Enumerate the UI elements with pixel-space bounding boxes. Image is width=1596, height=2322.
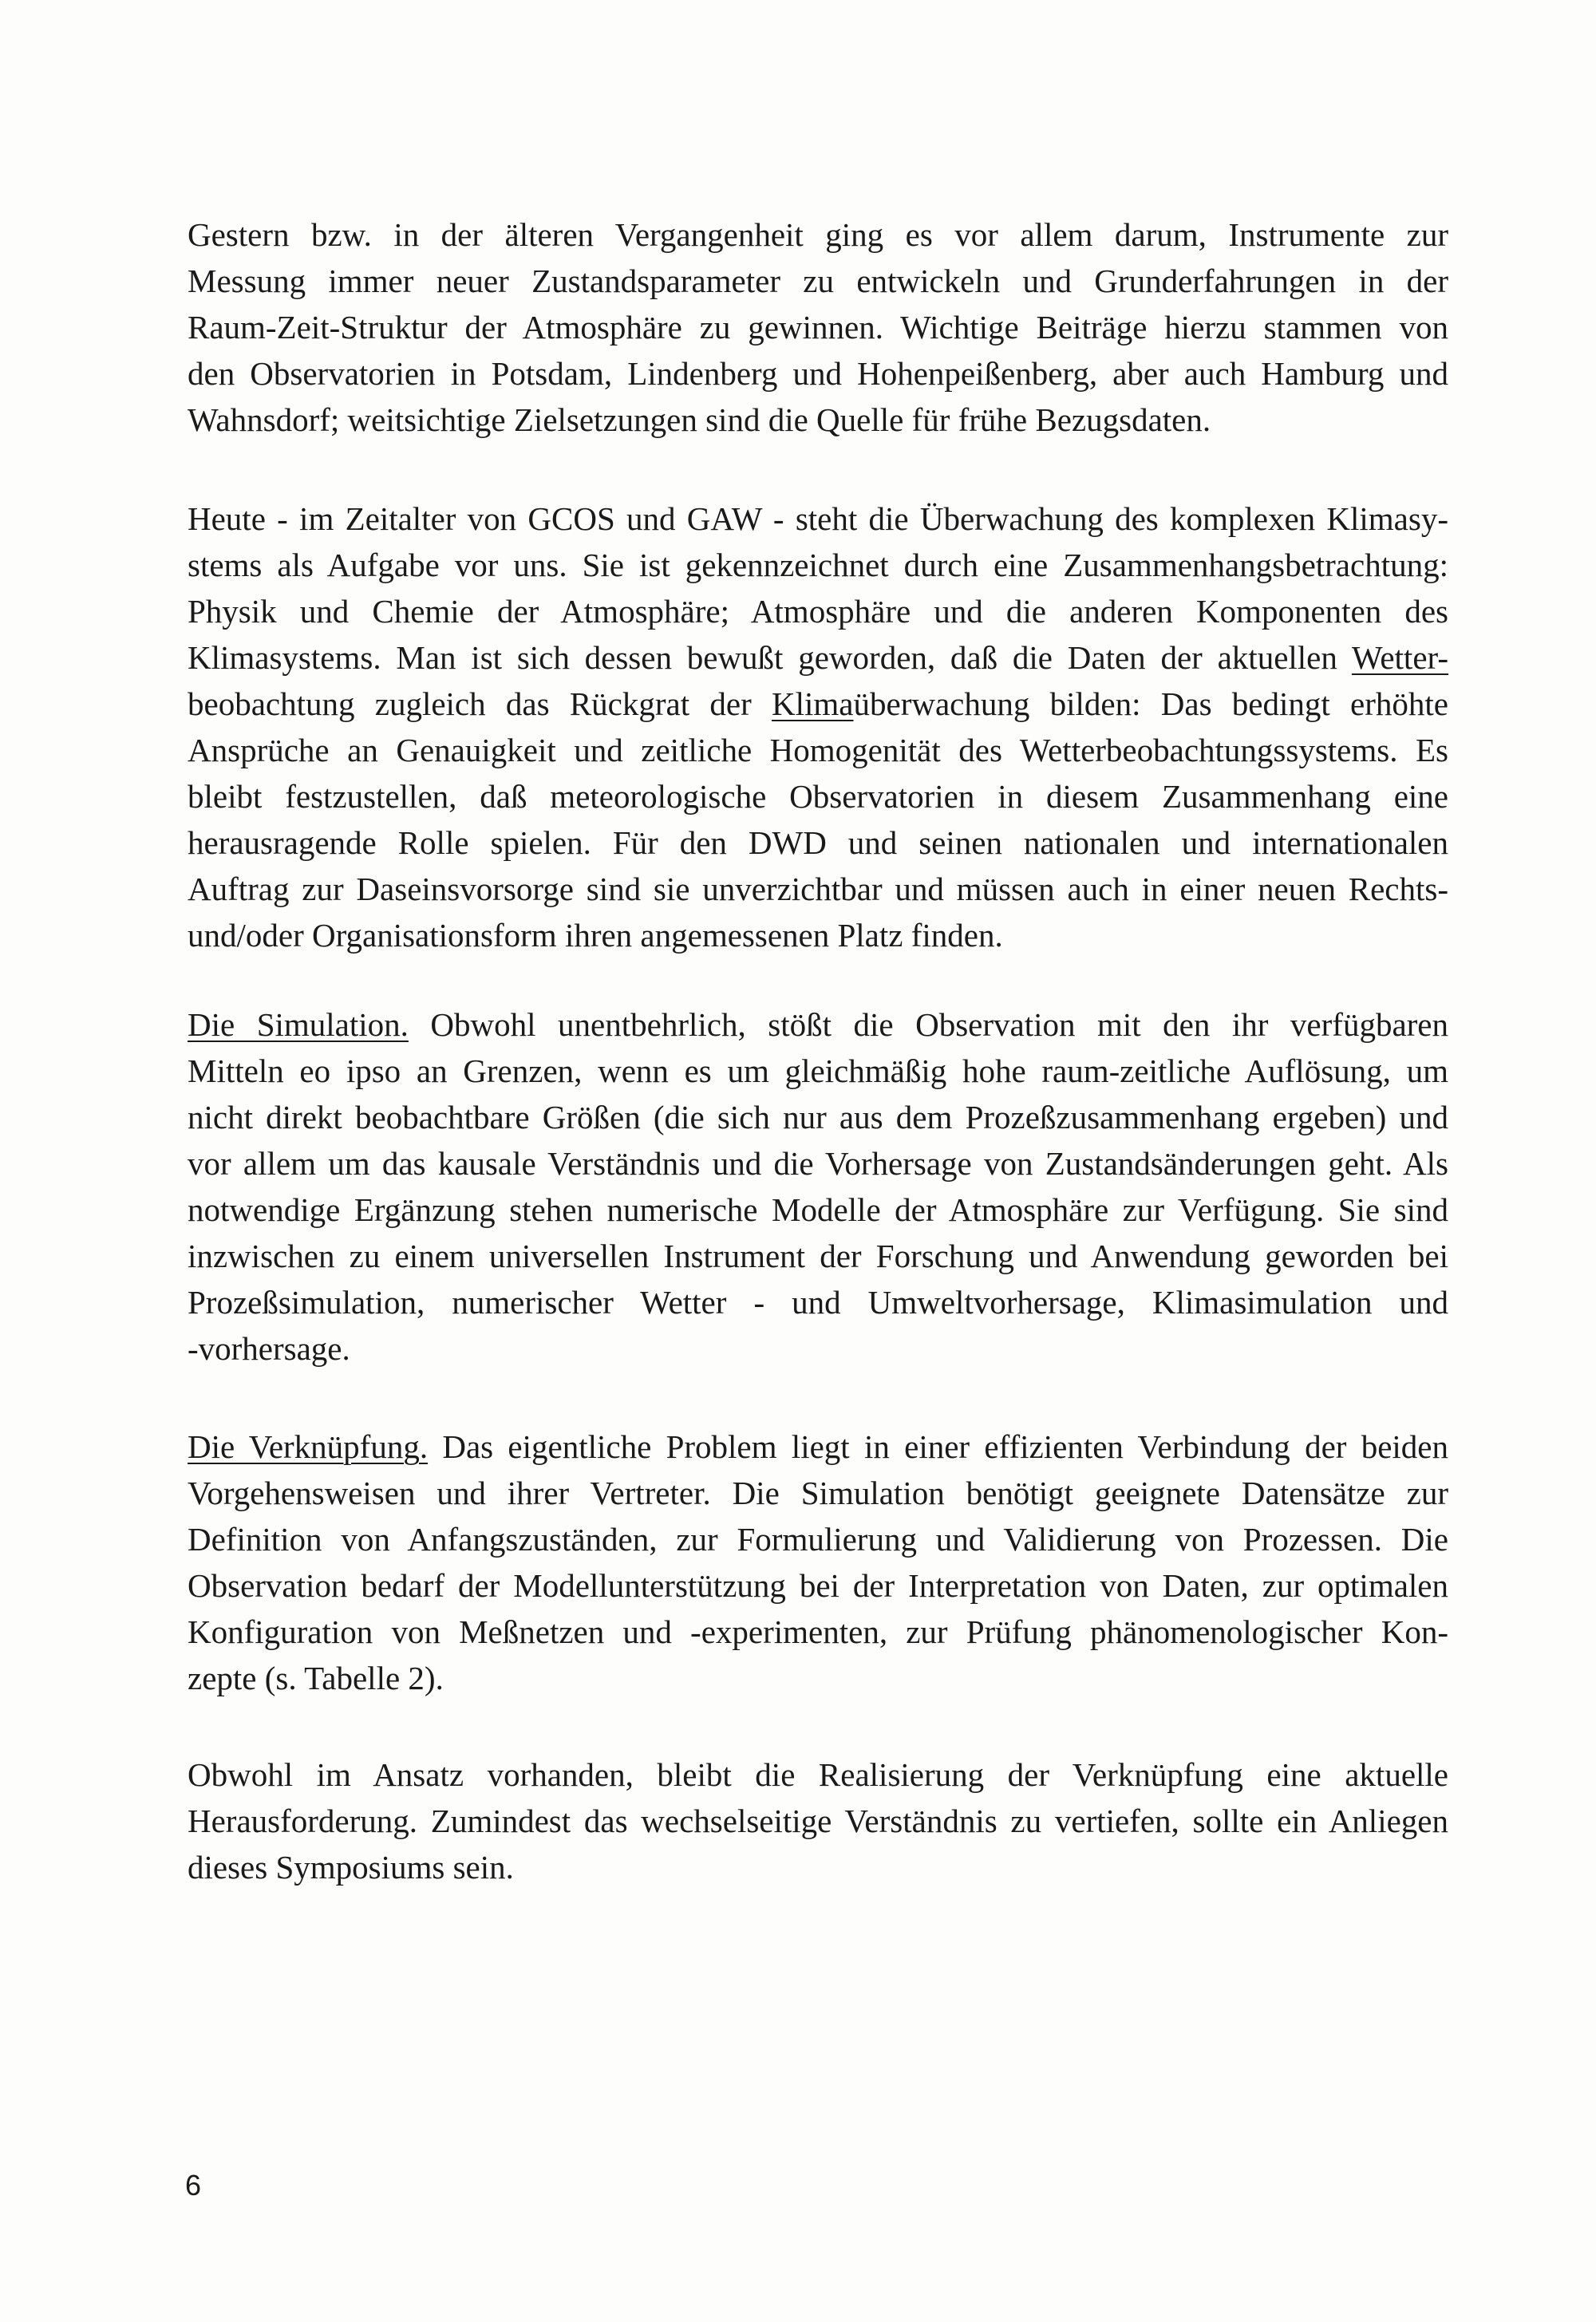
text-line: Observation bedarf der Modellunterstützung bei der Interpretation von Daten, zur optimalen: [188, 1567, 1448, 1604]
text-line: Heute - im Zeitalter von GCOS und GAW - steht die Überwachung des komplexen Klimasy-: [188, 500, 1448, 537]
section-heading: Die Simulation.: [188, 1006, 409, 1043]
text-segment: Klimasystems. Man ist sich dessen bewußt geworden, daß die Daten der aktuellen: [188, 639, 1352, 676]
paragraph-1: [188, 211, 1448, 442]
text-line: Physik und Chemie der Atmosphäre; Atmosphäre und die anderen Komponenten des: [188, 593, 1448, 630]
text-line: Prozeßsimulation, numerischer Wetter - und Umweltvorhersage, Klimasimulation und: [188, 1284, 1448, 1321]
text-line: zepte (s. Tabelle 2).: [188, 1660, 444, 1696]
text-line: stems als Aufgabe vor uns. Sie ist gekennzeichnet durch eine Zusammenhangsbetrachtung:: [188, 547, 1448, 583]
text-line: vor allem um das kausale Verständnis und die Vorhersage von Zustandsänderungen geht. Als: [188, 1145, 1448, 1182]
paragraph-2: [188, 495, 1448, 958]
text-line: -vorhersage.: [188, 1330, 350, 1367]
text-line: Ansprüche an Genauigkeit und zeitliche Homogenität des Wetterbeobachtungssystems. Es: [188, 732, 1448, 768]
text-line: [188, 1423, 1448, 1469]
paragraph-verknuepfung: [188, 1423, 1448, 1700]
text-line: und/oder Organisationsform ihren angemessenen Platz finden.: [188, 917, 1003, 954]
text-line: [188, 1001, 1448, 1047]
text-line: Konfiguration von Meßnetzen und -experimenten, zur Prüfung phänomenologischer Kon-: [188, 1613, 1448, 1650]
text-line: [188, 634, 1448, 680]
text-line: Obwohl im Ansatz vorhanden, bleibt die Realisierung der Verknüpfung eine aktuelle: [188, 1756, 1448, 1793]
text-segment: beobachtung zugleich das Rückgrat der: [188, 685, 772, 722]
text-line: Gestern bzw. in der älteren Vergangenheit ging es vor allem darum, Instrumente zur: [188, 216, 1448, 253]
text-line: Vorgehensweisen und ihrer Vertreter. Die Simulation benötigt geeignete Datensätze zur: [188, 1475, 1448, 1511]
text-line: herausragende Rolle spielen. Für den DWD und seinen nationalen und internationalen: [188, 824, 1448, 861]
text-line: nicht direkt beobachtbare Größen (die sich nur aus dem Prozeßzusammenhang ergeben) und: [188, 1099, 1448, 1135]
text-line: Herausforderung. Zumindest das wechselseitige Verständnis zu vertiefen, sollte ein Anliegen: [188, 1803, 1448, 1839]
text-segment: Das eigentliche Problem liegt in einer effizienten Verbindung der beiden: [428, 1428, 1448, 1465]
text-line: Raum-Zeit-Struktur der Atmosphäre zu gewinnen. Wichtige Beiträge hierzu stammen von: [188, 309, 1448, 346]
text-segment: Obwohl unentbehrlich, stößt die Observation mit den ihr verfügbaren: [408, 1006, 1448, 1043]
text-line: Messung immer neuer Zustandsparameter zu entwickeln und Grunderfahrungen in der: [188, 263, 1448, 299]
text-line: [188, 680, 1448, 726]
text-segment: überwachung bilden: Das bedingt erhöhte: [853, 685, 1448, 722]
text-line: bleibt festzustellen, daß meteorologische Observatorien in diesem Zusammenhang eine: [188, 778, 1448, 815]
text-line: Wahnsdorf; weitsichtige Zielsetzungen sind die Quelle für frühe Bezugsdaten.: [188, 401, 1211, 438]
text-line: Auftrag zur Daseinsvorsorge sind sie unverzichtbar und müssen auch in einer neuen Rechts-: [188, 871, 1448, 907]
text-line: notwendige Ergänzung stehen numerische Modelle der Atmosphäre zur Verfügung. Sie sind: [188, 1191, 1448, 1228]
paragraph-simulation: [188, 1001, 1448, 1371]
text-line: den Observatorien in Potsdam, Lindenberg und Hohenpeißenberg, aber auch Hamburg und: [188, 355, 1448, 392]
text-line: Definition von Anfangszuständen, zur Formulierung und Validierung von Prozessen. Die: [188, 1521, 1448, 1558]
page-number: 6: [185, 2169, 202, 2202]
text-line: dieses Symposiums sein.: [188, 1849, 514, 1886]
underlined-term: Klima: [772, 685, 854, 722]
section-heading: Die Verknüpfung.: [188, 1428, 429, 1465]
paragraph-conclusion: [188, 1751, 1448, 1890]
underlined-term: Wetter-: [1351, 639, 1448, 676]
text-line: inzwischen zu einem universellen Instrument der Forschung und Anwendung geworden bei: [188, 1238, 1448, 1274]
text-line: Mitteln eo ipso an Grenzen, wenn es um gleichmäßig hohe raum-zeitliche Auflösung, um: [188, 1052, 1448, 1089]
